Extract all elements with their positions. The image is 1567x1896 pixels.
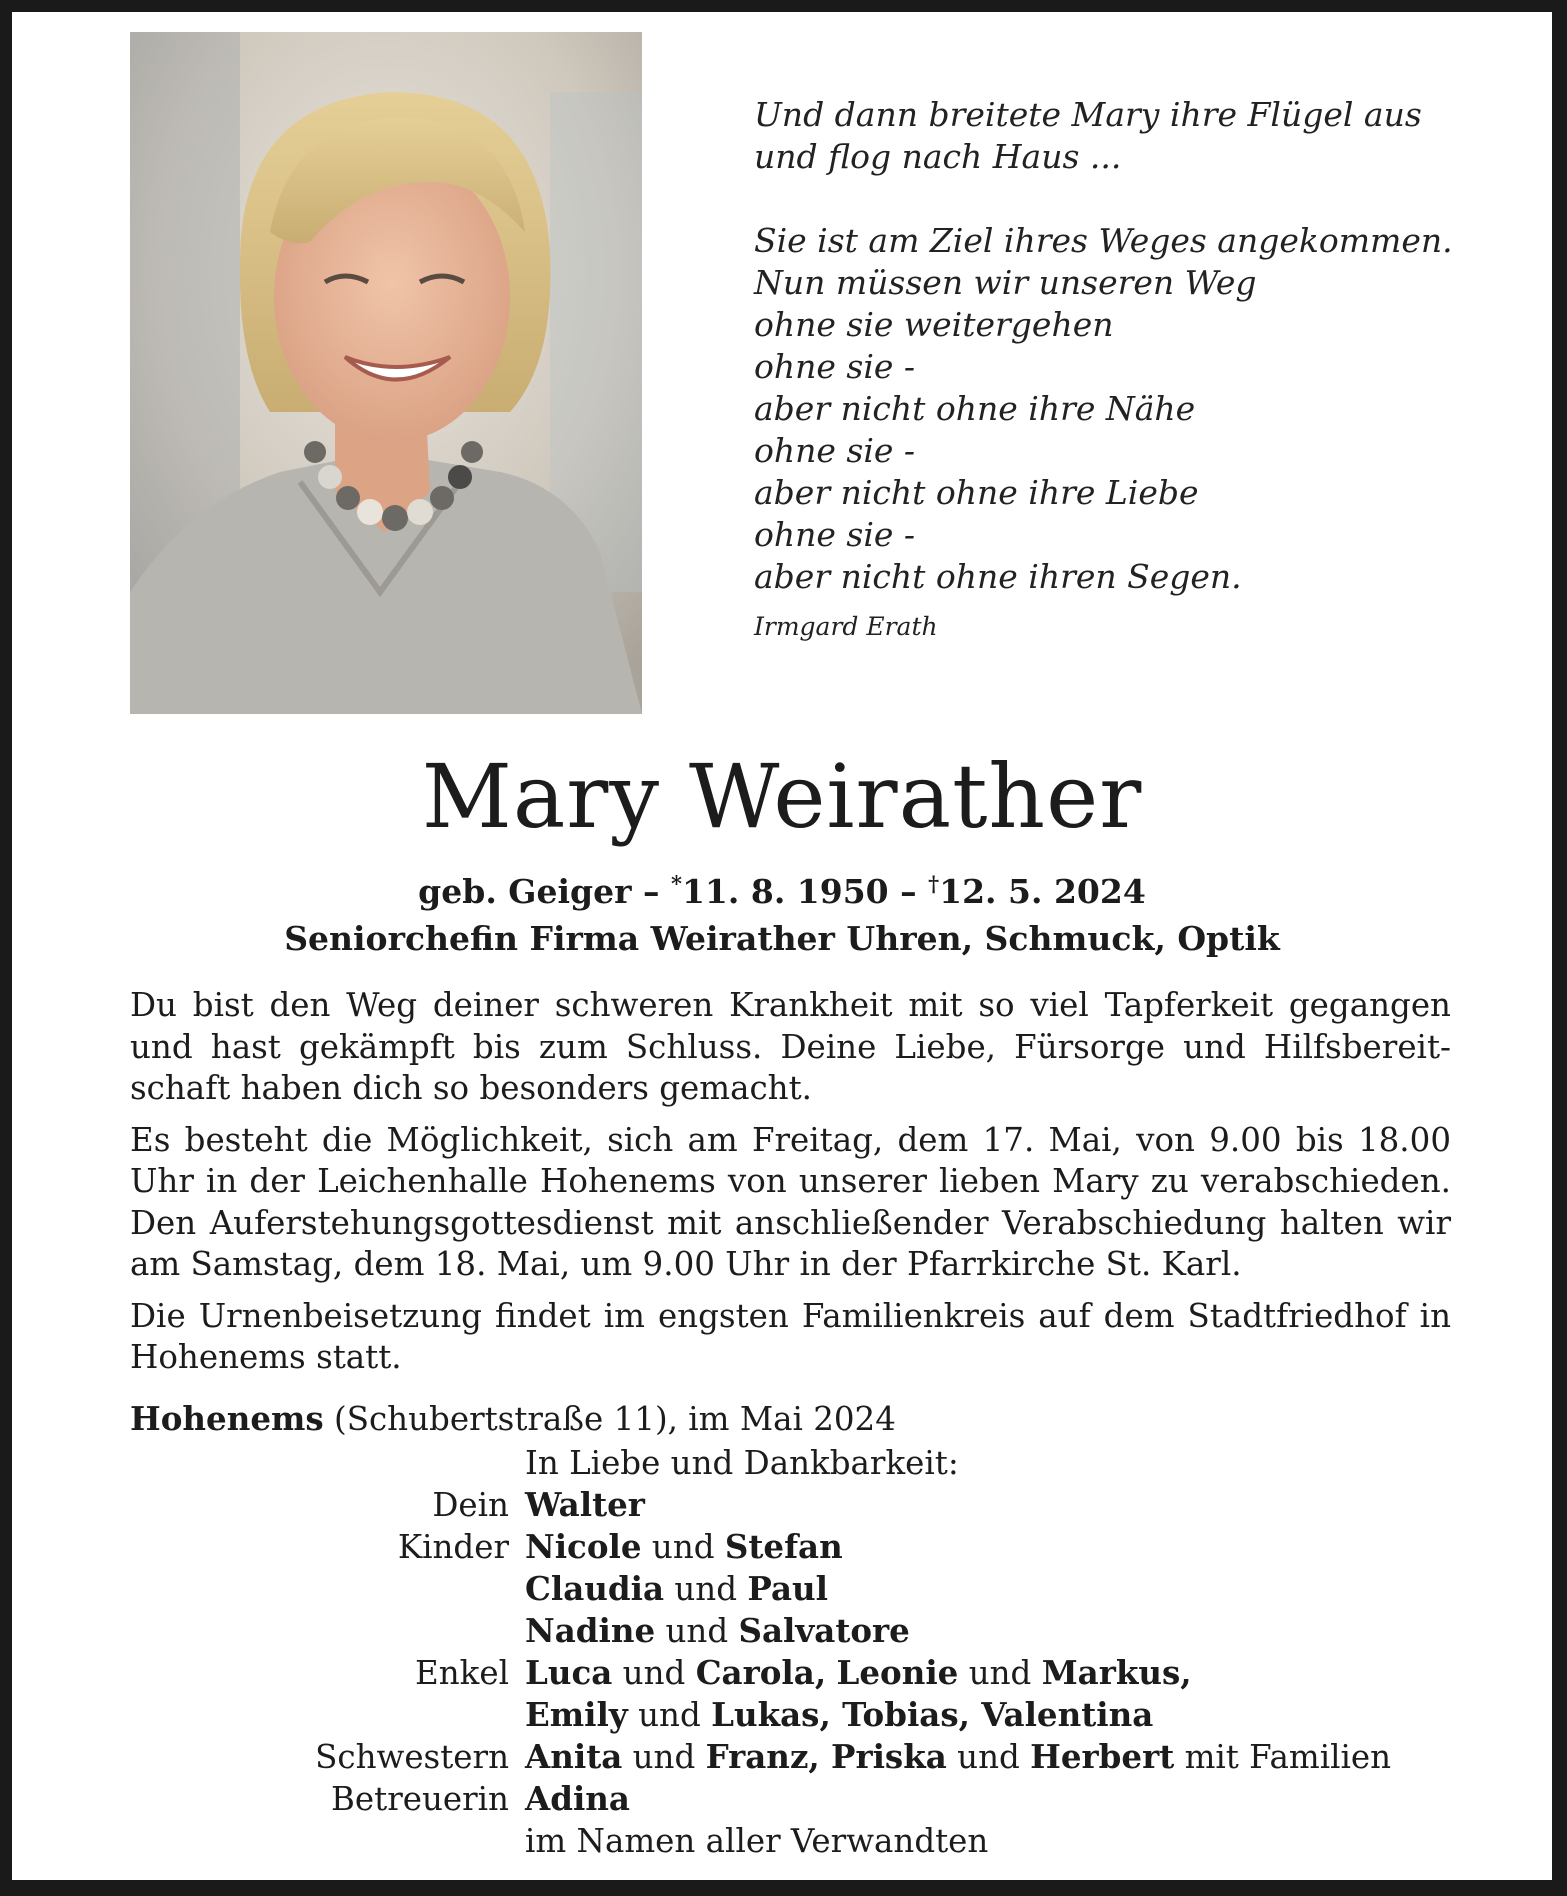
family-name: Lukas, Tobias, Valentina [711,1695,1154,1734]
family-name: Adina [525,1779,630,1818]
family-row-dein [12,1484,1552,1526]
family-label: Dein [432,1486,509,1524]
family-names [525,1610,910,1652]
separator: – [642,872,660,911]
paragraph: Es besteht die Möglichkeit, sich am Freitag, dem 17. Mai, von 9.00 bis 18.00 Uhr in der Leichenhalle Hohenems von unserer lieben Mary zu verabschieden. Den Auferstehungsgottesdienst mit anschließender Verabschiedung halten wir am Samstag, dem 18. Mai, um 9.00 Uhr in der Pfarrkirche St. Karl. [130,1120,1451,1283]
family-list [12,1442,1552,1862]
portrait-photo [130,32,642,714]
conjunction: und [957,1738,1020,1776]
poem [754,94,1454,648]
family-name: Markus, [1041,1653,1192,1692]
poem-line: aber nicht ohne ihre Liebe [754,473,1199,512]
family-names [525,1736,1391,1778]
poem-line: aber nicht ohne ihren Segen. [754,557,1242,596]
family-row-kinder [12,1526,1552,1568]
family-label: Kinder [397,1528,509,1566]
family-closing-row [12,1820,1552,1862]
paragraph: Die Urnenbeisetzung findet im engsten Familienkreis auf dem Stadtfriedhof in Hohenems statt. [130,1296,1451,1376]
family-name: Paul [747,1569,828,1608]
obituary-sheet [12,12,1552,1880]
poem-stanza-gap [754,178,1454,220]
family-names [525,1526,843,1568]
family-suffix: mit Familien [1184,1738,1392,1776]
family-name: Carola, [695,1653,827,1692]
family-name: Walter [525,1485,645,1524]
family-closing: im Namen aller Verwandten [525,1822,989,1860]
separator: – [900,872,917,911]
family-intro-row [12,1442,1552,1484]
poem-line: ohne sie weitergehen [754,305,1114,344]
birth-date: 11. 8. 1950 [681,872,889,911]
poem-line: und flog nach Haus ... [754,137,1122,176]
family-label: Enkel [415,1654,509,1692]
family-name: Herbert [1030,1737,1175,1776]
family-name: Leonie [836,1653,959,1692]
place-and-date [130,1398,896,1440]
conjunction: und [968,1654,1032,1692]
family-names [525,1694,1153,1736]
family-name: Luca [525,1653,613,1692]
family-row-enkel [12,1652,1552,1694]
family-name: Claudia [525,1569,665,1608]
family-names [525,1778,630,1820]
family-name: Anita [525,1737,623,1776]
family-row-kinder-3 [12,1610,1552,1652]
conjunction: und [651,1528,715,1566]
town: Hohenems [130,1399,324,1438]
poem-line: ohne sie - [754,431,916,470]
birth-mark: * [670,871,682,896]
life-dates [12,862,1552,914]
portrait-illustration [130,32,642,714]
family-row-betreuerin [12,1778,1552,1820]
poem-author: Irmgard Erath [754,612,938,641]
poem-line: Sie ist am Ziel ihres Weges angekommen. [754,221,1453,260]
family-row-enkel-2 [12,1694,1552,1736]
death-mark: † [928,871,940,896]
family-names [525,1484,645,1526]
poem-line: ohne sie - [754,515,916,554]
conjunction: und [632,1738,696,1776]
poem-line: Und dann breitete Mary ihre Flügel aus [754,95,1422,134]
obituary-text [130,985,1451,1389]
address-date: (Schubertstraße 11), im Mai 2024 [323,1400,896,1438]
family-names [525,1652,1192,1694]
family-name: Nadine [525,1611,656,1650]
family-name: Emily [525,1695,628,1734]
conjunction: und [622,1654,686,1692]
maiden-name: geb. Geiger [418,872,632,911]
poem-line: ohne sie - [754,347,916,386]
family-name: Franz, Priska [705,1737,947,1776]
family-name: Nicole [525,1527,642,1566]
family-row-schwestern [12,1736,1552,1778]
death-date: 12. 5. 2024 [939,872,1146,911]
family-label: Betreuerin [331,1780,509,1818]
paragraph: Du bist den Weg deiner schweren Krankheit mit so viel Tapferkeit gegangen und hast gekämpft bis zum Schluss. Deine Liebe, Fürsorge und Hilfsbereitschaft haben dich so besonders gemacht. [130,986,1451,1107]
family-name: Stefan [724,1527,843,1566]
family-row-kinder-2 [12,1568,1552,1610]
family-names [525,1568,828,1610]
poem-line: aber nicht ohne ihre Nähe [754,389,1196,428]
family-intro: In Liebe und Dankbarkeit: [525,1444,959,1482]
family-name: Salvatore [738,1611,910,1650]
conjunction: und [674,1570,738,1608]
conjunction: und [638,1696,701,1734]
family-label: Schwestern [315,1738,509,1776]
deceased-role: Seniorchefin Firma Weirather Uhren, Schmuck, Optik [284,919,1280,958]
deceased-name: Mary Weirather [421,745,1143,848]
conjunction: und [665,1612,729,1650]
poem-line: Nun müssen wir unseren Weg [754,263,1257,302]
